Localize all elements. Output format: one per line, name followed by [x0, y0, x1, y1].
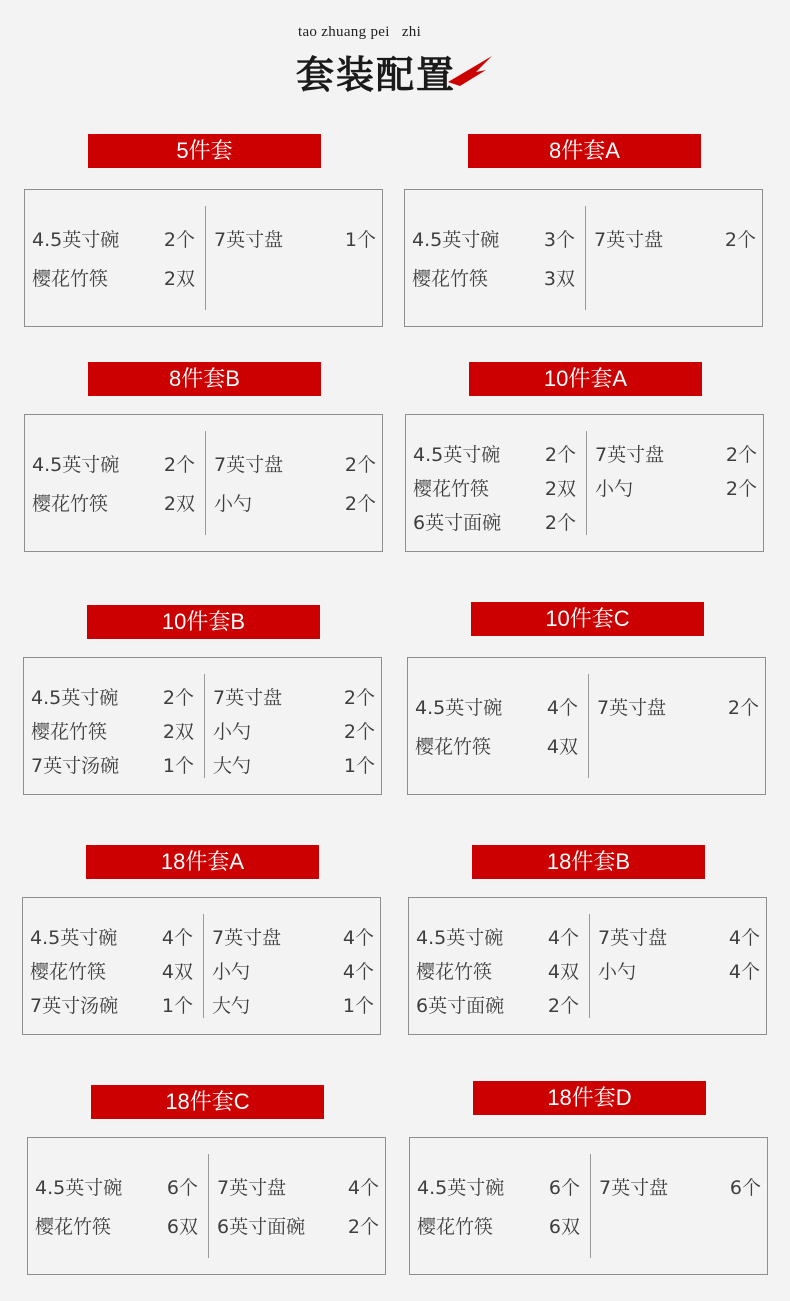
item-quantity: 2个	[725, 444, 757, 466]
column-divider	[586, 431, 587, 535]
item-row	[213, 751, 375, 781]
column-divider	[590, 1154, 591, 1258]
item-name: 小勺	[214, 493, 253, 515]
item-name: 樱花竹筷	[413, 478, 490, 500]
item-name: 4.5英寸碗	[32, 229, 120, 251]
item-name: 大勺	[212, 995, 251, 1017]
item-quantity: 2个	[163, 454, 195, 476]
set-label-ribbon: 8件套A	[468, 134, 701, 168]
item-name: 7英寸盘	[214, 229, 284, 251]
item-name: 4.5英寸碗	[31, 687, 119, 709]
item-quantity: 4个	[342, 961, 374, 983]
item-row	[217, 1173, 379, 1203]
item-row	[217, 1212, 379, 1242]
item-quantity: 2个	[163, 229, 195, 251]
item-row	[598, 923, 760, 953]
item-quantity: 2个	[344, 493, 376, 515]
item-name: 7英寸盘	[597, 697, 667, 719]
item-name: 7英寸盘	[599, 1177, 669, 1199]
item-name: 4.5英寸碗	[35, 1177, 123, 1199]
red-brush-stroke-icon	[446, 52, 494, 88]
item-row	[32, 225, 195, 255]
item-row	[214, 489, 376, 519]
item-name: 7英寸汤碗	[31, 755, 120, 777]
item-quantity: 1个	[342, 995, 374, 1017]
item-name: 7英寸盘	[595, 444, 665, 466]
item-quantity: 6双	[166, 1216, 198, 1238]
item-row	[412, 225, 575, 255]
item-quantity: 6个	[166, 1177, 198, 1199]
item-name: 7英寸盘	[598, 927, 668, 949]
item-quantity: 4个	[342, 927, 374, 949]
item-row	[413, 508, 576, 538]
item-row	[214, 450, 376, 480]
item-name: 4.5英寸碗	[417, 1177, 505, 1199]
item-row	[213, 717, 375, 747]
page-title: 套装配置	[296, 52, 457, 97]
item-quantity: 2个	[343, 687, 375, 709]
item-row	[212, 957, 374, 987]
item-quantity: 2个	[343, 721, 375, 743]
item-name: 7英寸盘	[212, 927, 282, 949]
item-name: 小勺	[213, 721, 252, 743]
set-label-ribbon: 18件套A	[86, 845, 319, 879]
item-row	[599, 1173, 761, 1203]
set-label-ribbon: 18件套D	[473, 1081, 706, 1115]
item-quantity: 4双	[546, 736, 578, 758]
item-row	[415, 693, 578, 723]
item-row	[31, 751, 194, 781]
item-row	[214, 225, 376, 255]
item-row	[416, 991, 579, 1021]
item-row	[30, 957, 193, 987]
item-name: 4.5英寸碗	[30, 927, 118, 949]
item-row	[594, 225, 756, 255]
item-name: 4.5英寸碗	[415, 697, 503, 719]
item-name: 樱花竹筷	[32, 268, 109, 290]
item-name: 大勺	[213, 755, 252, 777]
item-name: 小勺	[595, 478, 634, 500]
set-items-card	[404, 189, 763, 327]
item-name: 7英寸汤碗	[30, 995, 119, 1017]
column-divider	[204, 674, 205, 778]
column-divider	[585, 206, 586, 310]
item-quantity: 3个	[543, 229, 575, 251]
item-row	[32, 450, 195, 480]
item-name: 6英寸面碗	[416, 995, 505, 1017]
item-quantity: 2个	[544, 444, 576, 466]
item-name: 小勺	[598, 961, 637, 983]
item-quantity: 4个	[728, 961, 760, 983]
column-divider	[588, 674, 589, 778]
item-row	[416, 923, 579, 953]
item-row	[35, 1212, 198, 1242]
set-label-ribbon: 10件套B	[87, 605, 320, 639]
item-row	[597, 693, 759, 723]
item-name: 樱花竹筷	[30, 961, 107, 983]
item-name: 樱花竹筷	[35, 1216, 112, 1238]
item-row	[213, 683, 375, 713]
item-row	[31, 717, 194, 747]
item-name: 樱花竹筷	[412, 268, 489, 290]
item-name: 樱花竹筷	[416, 961, 493, 983]
item-quantity: 4个	[547, 927, 579, 949]
item-quantity: 2个	[725, 478, 757, 500]
item-name: 7英寸盘	[594, 229, 664, 251]
column-divider	[203, 914, 204, 1018]
set-label-ribbon: 10件套A	[469, 362, 702, 396]
set-items-card	[24, 189, 383, 327]
item-row	[595, 474, 757, 504]
set-label-ribbon: 10件套C	[471, 602, 704, 636]
item-quantity: 2个	[162, 687, 194, 709]
item-row	[415, 732, 578, 762]
item-quantity: 4个	[161, 927, 193, 949]
item-row	[212, 991, 374, 1021]
item-quantity: 1个	[343, 755, 375, 777]
item-quantity: 6个	[548, 1177, 580, 1199]
item-quantity: 2双	[544, 478, 576, 500]
item-row	[417, 1212, 580, 1242]
set-label-ribbon: 5件套	[88, 134, 321, 168]
item-row	[416, 957, 579, 987]
item-row	[32, 264, 195, 294]
item-row	[30, 923, 193, 953]
item-quantity: 2双	[162, 721, 194, 743]
item-name: 4.5英寸碗	[413, 444, 501, 466]
item-name: 小勺	[212, 961, 251, 983]
item-quantity: 1个	[344, 229, 376, 251]
item-name: 7英寸盘	[214, 454, 284, 476]
item-row	[412, 264, 575, 294]
item-quantity: 2个	[544, 512, 576, 534]
item-quantity: 4双	[161, 961, 193, 983]
item-row	[595, 440, 757, 470]
item-name: 7英寸盘	[213, 687, 283, 709]
item-name: 6英寸面碗	[217, 1216, 306, 1238]
column-divider	[589, 914, 590, 1018]
item-quantity: 4个	[728, 927, 760, 949]
item-quantity: 2个	[727, 697, 759, 719]
item-row	[598, 957, 760, 987]
set-items-card	[409, 1137, 768, 1275]
page-header	[0, 0, 790, 100]
item-name: 樱花竹筷	[417, 1216, 494, 1238]
item-name: 4.5英寸碗	[412, 229, 500, 251]
column-divider	[208, 1154, 209, 1258]
item-row	[32, 489, 195, 519]
item-name: 7英寸盘	[217, 1177, 287, 1199]
set-label-ribbon: 8件套B	[88, 362, 321, 396]
item-name: 6英寸面碗	[413, 512, 502, 534]
set-label-ribbon: 18件套B	[472, 845, 705, 879]
item-quantity: 4个	[546, 697, 578, 719]
item-row	[30, 991, 193, 1021]
column-divider	[205, 206, 206, 310]
item-quantity: 1个	[161, 995, 193, 1017]
item-quantity: 4个	[347, 1177, 379, 1199]
item-quantity: 1个	[162, 755, 194, 777]
set-items-card	[407, 657, 766, 795]
set-items-card	[24, 414, 383, 552]
item-name: 樱花竹筷	[31, 721, 108, 743]
set-label-ribbon: 18件套C	[91, 1085, 324, 1119]
item-name: 4.5英寸碗	[32, 454, 120, 476]
column-divider	[205, 431, 206, 535]
item-quantity: 2双	[163, 268, 195, 290]
item-name: 4.5英寸碗	[416, 927, 504, 949]
item-name: 樱花竹筷	[415, 736, 492, 758]
item-row	[212, 923, 374, 953]
item-row	[417, 1173, 580, 1203]
item-quantity: 2个	[347, 1216, 379, 1238]
item-name: 樱花竹筷	[32, 493, 109, 515]
item-row	[413, 474, 576, 504]
item-quantity: 2个	[547, 995, 579, 1017]
item-quantity: 6个	[729, 1177, 761, 1199]
item-quantity: 2双	[163, 493, 195, 515]
item-row	[413, 440, 576, 470]
title-pinyin: tao zhuang pei zhi	[298, 24, 422, 40]
item-quantity: 2个	[344, 454, 376, 476]
set-items-card	[27, 1137, 386, 1275]
item-quantity: 6双	[548, 1216, 580, 1238]
item-quantity: 2个	[724, 229, 756, 251]
item-quantity: 4双	[547, 961, 579, 983]
item-row	[35, 1173, 198, 1203]
item-quantity: 3双	[543, 268, 575, 290]
item-row	[31, 683, 194, 713]
